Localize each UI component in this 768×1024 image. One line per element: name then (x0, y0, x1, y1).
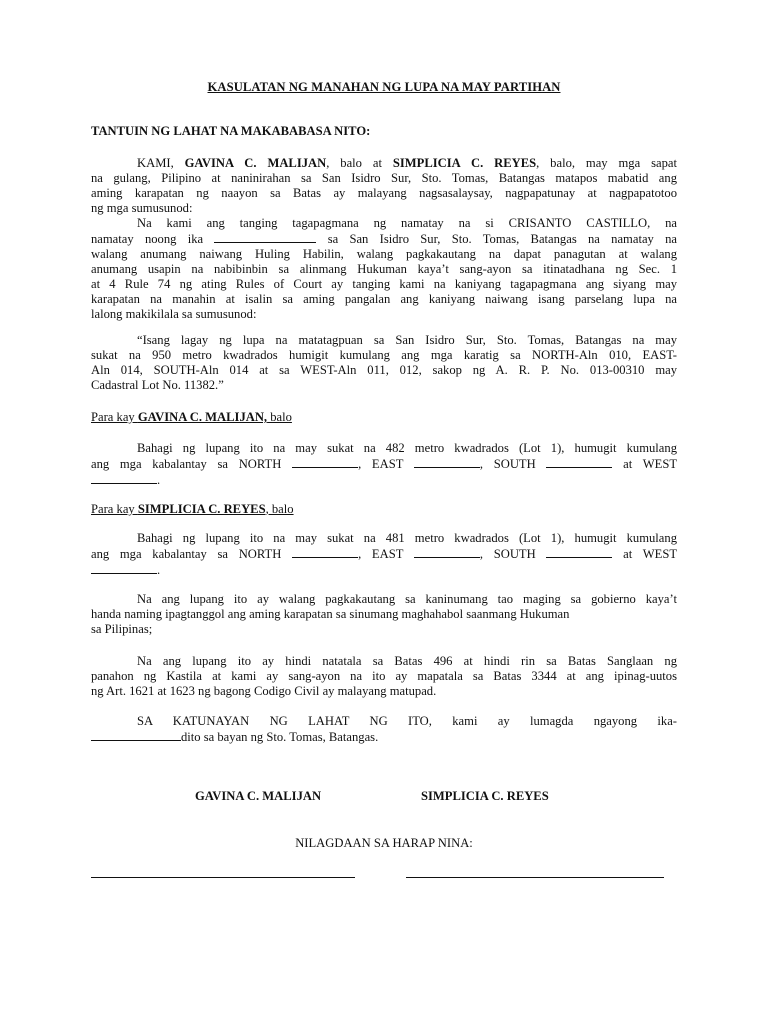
date-blank (91, 729, 181, 741)
paragraph-line: Bahagi ng lupang ito na may sukat na 481 metro kwadrados (Lot 1), humugit kumulang (137, 531, 677, 545)
paragraph-line: Bahagi ng lupang ito na may sukat na 482 metro kwadrados (Lot 1), humugit kumulang (137, 441, 677, 455)
north-blank (292, 546, 358, 558)
paragraph-line: karapatan na manahin at isalin sa aming pangalan ang kaniyang naiwang isang parselang lupa na (91, 292, 677, 306)
heir-name: GAVINA C. MALIJAN, (137, 410, 268, 424)
west-blank (91, 472, 157, 484)
paragraph-line: Na ang lupang ito ay walang pagkakautang sa kaninumang tao maging sa gobierno kaya’t (137, 592, 677, 606)
paragraph-declarants (91, 156, 677, 216)
paragraph-line: Na ang lupang ito ay hindi natatala sa Batas 496 at hindi rin sa Batas Sanglaan ng (137, 654, 677, 668)
paragraph-line: Cadastral Lot No. 11382.” (91, 378, 224, 392)
paragraph-line: sa Pilipinas; (91, 622, 153, 636)
paragraph-line: Na kami ang tanging tagapagmana ng namatay na si CRISANTO CASTILLO, na (137, 216, 677, 230)
property-description (91, 333, 677, 393)
paragraph-line: KAMI, GAVINA C. MALIJAN, balo at SIMPLICIA C. REYES, balo, may mga sapat (137, 156, 677, 170)
paragraph-line: handa naming ipagtanggol ang aming karapatan sa sinumang maghahabol saanmang Hukuman (91, 607, 570, 621)
signatory-name-2: SIMPLICIA C. REYES (421, 789, 549, 803)
share-paragraph-2 (91, 531, 677, 578)
paragraph-attestation (91, 714, 677, 745)
paragraph-registration (91, 654, 677, 699)
paragraph-line: aming karapatan ng naayon sa Batas ay malayang nagsasalaysay, nagpapatunay at nagpapatotoo (91, 186, 677, 200)
paragraph-line: . (91, 562, 677, 578)
paragraph-line: . (91, 472, 677, 488)
paragraph-line: Aln 014, SOUTH-Aln 014 at sa WEST-Aln 011, 012, sakop ng A. R. P. No. 013-00310 may (91, 363, 677, 377)
west-blank (91, 562, 157, 574)
paragraph-line: ng Art. 1621 at 1623 ng bagong Codigo Civil ay malayang matupad. (91, 684, 437, 698)
share-label-2: Para kay SIMPLICIA C. REYES, balo (91, 502, 294, 516)
heir-name: SIMPLICIA C. REYES (137, 502, 266, 516)
share-label-1: Para kay GAVINA C. MALIJAN, balo (91, 410, 292, 424)
paragraph-line: walang anumang naiwang Huling Habilin, walang pagkakautang na dapat panagutan at walang (91, 247, 677, 261)
salutation-heading: TANTUIN NG LAHAT NA MAKABABASA NITO: (91, 124, 371, 138)
paragraph-line: lalong makikilala sa sumusunod: (91, 307, 257, 321)
share-paragraph-1 (91, 441, 677, 488)
witness-signature-line-1 (91, 877, 355, 878)
paragraph-no-debt (91, 592, 677, 637)
south-blank (546, 546, 612, 558)
paragraph-line: at 4 Rule 74 ng ating Rules of Court ay tanging kami na kaniyang tagapagmana ang siyang may (91, 277, 677, 291)
paragraph-line: ng mga sumusunod: (91, 201, 193, 215)
paragraph-line: dito sa bayan ng Sto. Tomas, Batangas. (91, 729, 677, 745)
witness-label: NILAGDAAN SA HARAP NINA: (295, 836, 473, 850)
paragraph-line: anumang usapin na nabibinbin sa alinmang Hukuman kaya’t sang-ayon sa itinatadhana ng Sec. 1 (91, 262, 677, 276)
witness-signature-line-2 (406, 877, 664, 878)
paragraph-line: na gulang, Pilipino at naninirahan sa San Isidro Sur, Sto. Tomas, Batangas matapos mabatid ang (91, 171, 677, 185)
declarant-name: GAVINA C. MALIJAN (184, 156, 327, 170)
paragraph-heirs (91, 216, 677, 322)
paragraph-line: “Isang lagay ng lupa na matatagpuan sa San Isidro Sur, Sto. Tomas, Batangas na may (137, 333, 677, 347)
paragraph-line: ang mga kabalantay sa NORTH , EAST , SOUTH at WEST (91, 547, 678, 561)
east-blank (414, 546, 480, 558)
east-blank (414, 456, 480, 468)
declarant-name: SIMPLICIA C. REYES (392, 156, 537, 170)
paragraph-line: SA KATUNAYAN NG LAHAT NG ITO, kami ay lumagda ngayong ika- (137, 714, 677, 728)
paragraph-line: sukat na 950 metro kwadrados humigit kumulang ang mga karatig sa NORTH-Aln 010, EAST- (91, 348, 677, 362)
paragraph-line: panahon ng Kastila at kami ay sang-ayon na ito ay mapatala sa Batas 3344 at ang ipinag-uutos (91, 669, 677, 683)
signatory-name-1: GAVINA C. MALIJAN (195, 789, 322, 803)
paragraph-line: namatay noong ika sa San Isidro Sur, Sto. Tomas, Batangas na namatay na (91, 232, 677, 246)
date-blank (214, 231, 316, 243)
paragraph-line: ang mga kabalantay sa NORTH , EAST , SOUTH at WEST (91, 457, 678, 471)
document-title: KASULATAN NG MANAHAN NG LUPA NA MAY PARTIHAN (207, 80, 561, 94)
south-blank (546, 456, 612, 468)
north-blank (292, 456, 358, 468)
